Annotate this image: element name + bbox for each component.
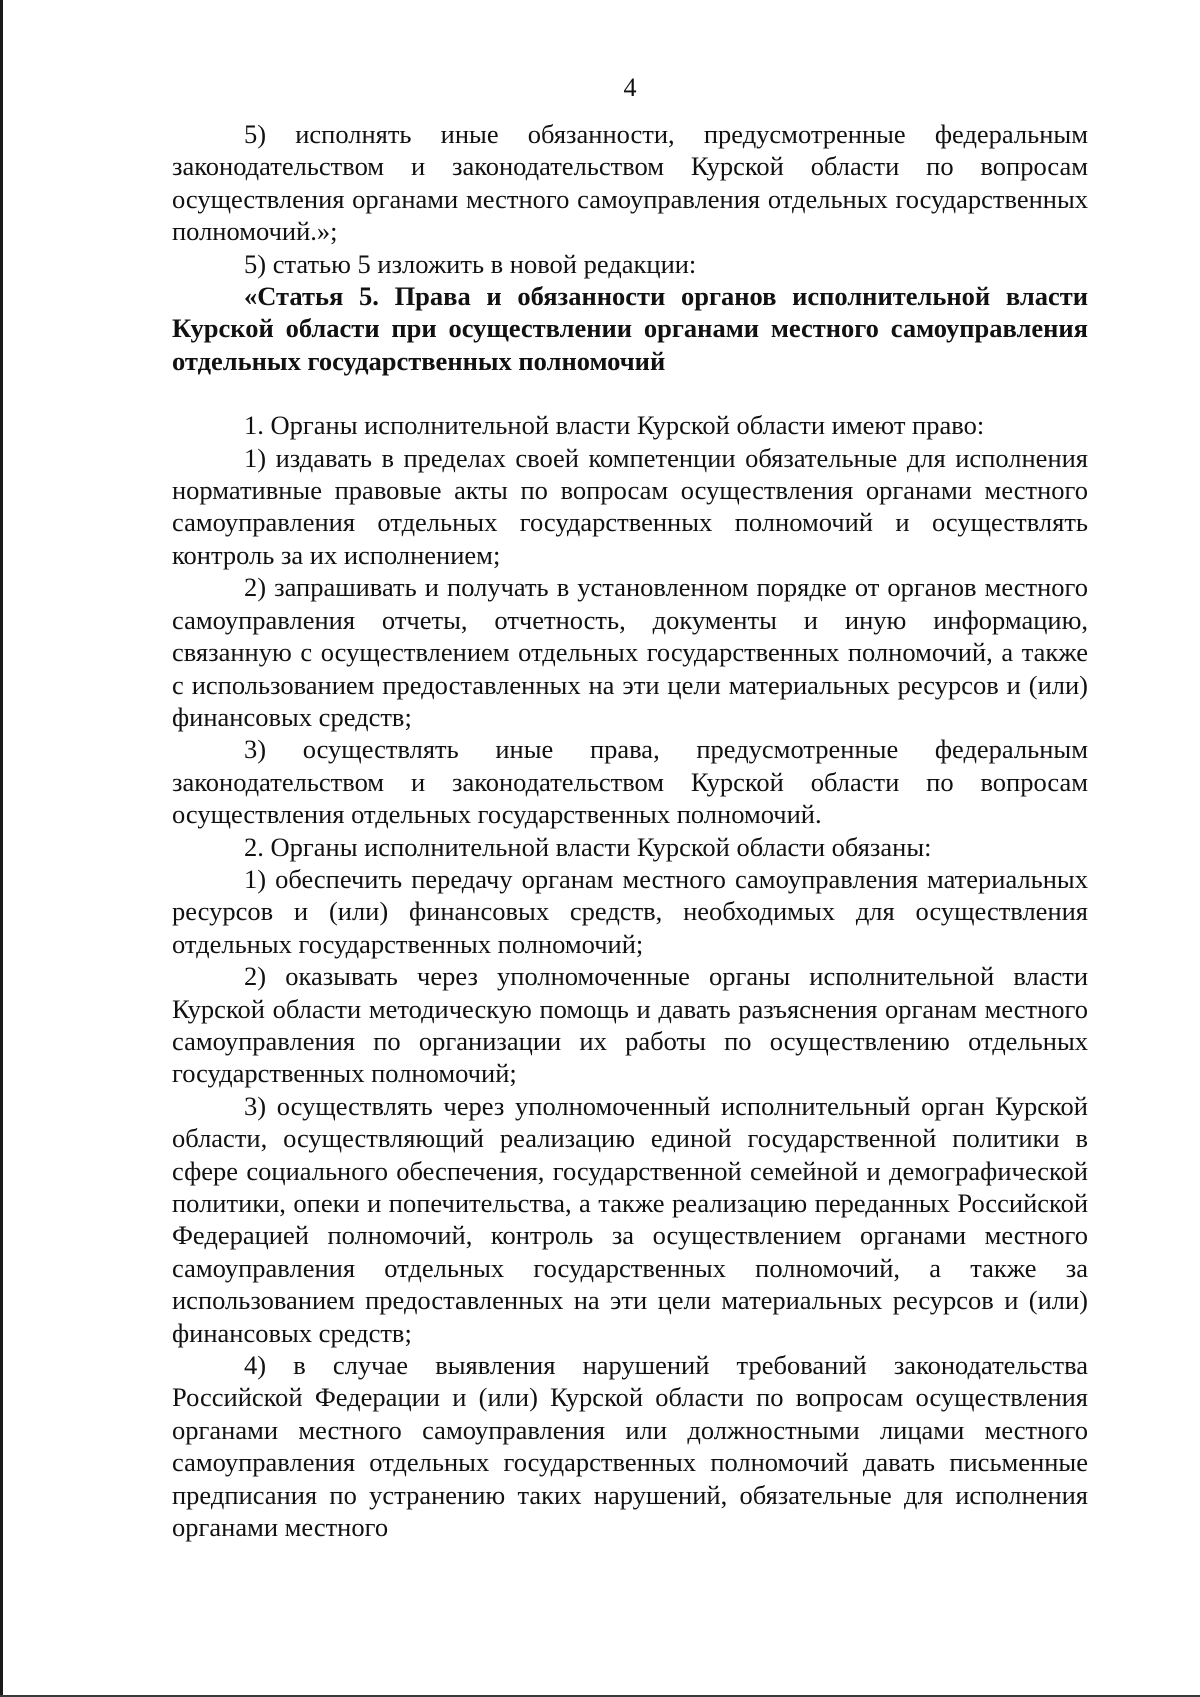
paragraph-part-2-item-4: 4) в случае выявления нарушений требований законодательства Российской Федерации и (или) Курской области по вопросам осуществления органами местного самоуправления или должностными лицами местного самоуправления отдельных государственных полномочий давать письменные предписания по устранению таких нарушений, обязательные для исполнения органами местного: [172, 1350, 1088, 1543]
document-body: [172, 118, 1088, 1543]
paragraph-amend-article-5: 5) статью 5 изложить в новой редакции:: [244, 248, 697, 279]
paragraph-part-2-item-3: 3) осуществлять через уполномоченный исполнительный орган Курской области, осуществляющий реализацию единой государственной политики в сфере социального обеспечения, государственной семейной и демографической политики, опеки и попечительства, а также реализацию переданных Российской Федерацией полномочий, контроль за осуществлением органами местного самоуправления отдельных государственных полномочий, а также за использованием предоставленных на эти цели материальных ресурсов и (или) финансовых средств;: [172, 1090, 1088, 1348]
paragraph-part-1: 1. Органы исполнительной власти Курской области имеют право:: [244, 410, 985, 441]
paragraph-part-2-item-1: 1) обеспечить передачу органам местного самоуправления материальных ресурсов и (или) финансовых средств, необходимых для осуществления отдельных государственных полномочий;: [172, 863, 1088, 959]
paragraph-part-1-item-2: 2) запрашивать и получать в установленном порядке от органов местного самоуправления отчеты, отчетность, документы и иную информацию, связанную с осуществлением отдельных государственных полномочий, а также с использованием предоставленных на эти цели материальных ресурсов и (или) финансовых средств;: [172, 572, 1088, 732]
paragraph-part-1-item-1: 1) издавать в пределах своей компетенции обязательные для исполнения нормативные правовые акты по вопросам осуществления органами местного самоуправления отдельных государственных полномочий и осуществлять контроль за их исполнением;: [172, 442, 1088, 570]
article-5-title: «Статья 5. Права и обязанности органов исполнительной власти Курской области при осуществлении органами местного самоуправления отдельных государственных полномочий: [172, 281, 1088, 376]
page-number: 4: [623, 73, 637, 102]
paragraph-part-1-item-3: 3) осуществлять иные права, предусмотренные федеральным законодательством и законодательством Курской области по вопросам осуществления отдельных государственных полномочий.: [172, 734, 1088, 830]
scan-edge-left: [0, 0, 3, 1697]
paragraph-part-2: 2. Органы исполнительной власти Курской области обязаны:: [244, 831, 932, 862]
paragraph-duty-5: 5) исполнять иные обязанности, предусмотренные федеральным законодательством и законодательством Курской области по вопросам осуществления органами местного самоуправления отдельных государственных полномочий.»;: [172, 119, 1088, 247]
paragraph-part-2-item-2: 2) оказывать через уполномоченные органы исполнительной власти Курской области методическую помощь и давать разъяснения органам местного самоуправления по организации их работы по осуществлению отдельных государственных полномочий;: [172, 961, 1088, 1089]
